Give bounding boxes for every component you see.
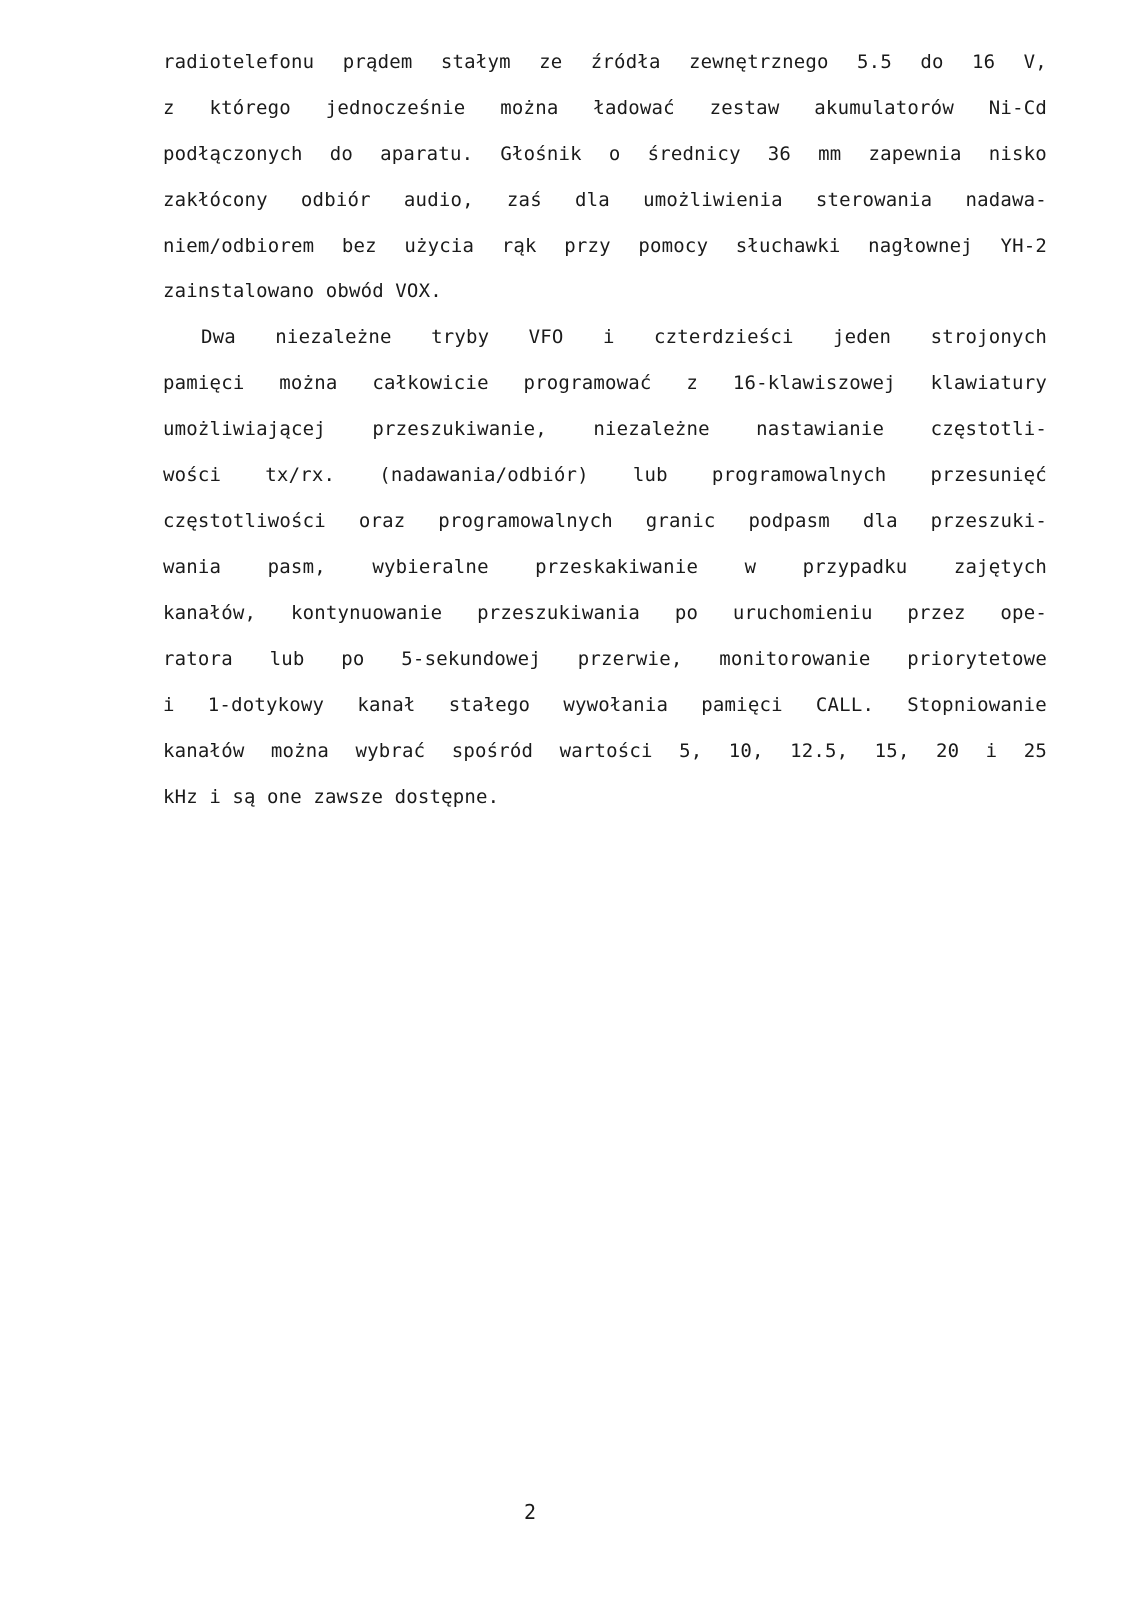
word: dla — [575, 189, 610, 211]
word: akumulatorów — [814, 97, 954, 119]
text-line — [163, 647, 1047, 671]
word: wywołania — [563, 694, 669, 716]
word: granic — [645, 510, 716, 532]
word: lub — [632, 464, 668, 486]
word: można — [270, 740, 330, 762]
word: 12.5, — [790, 740, 849, 762]
word: 16 — [972, 51, 996, 73]
word: 20 — [935, 740, 960, 762]
word: zainstalowano — [163, 280, 315, 302]
word: sterowania — [815, 189, 933, 211]
word: ope- — [1000, 602, 1047, 624]
text-line — [163, 785, 1047, 809]
text-line — [163, 601, 1047, 625]
word: lub — [269, 648, 305, 670]
word: ze — [539, 51, 563, 73]
word: one — [267, 786, 302, 808]
word: Głośnik — [500, 143, 582, 165]
word: zaś — [506, 189, 542, 211]
word: dla — [862, 510, 898, 532]
word: jednocześnie — [325, 97, 466, 119]
word: stałym — [440, 51, 511, 73]
word: Ni-Cd — [988, 97, 1047, 119]
word: Dwa — [201, 326, 236, 348]
word: tx/rx. — [265, 464, 336, 486]
word: mm — [818, 143, 842, 165]
word: można — [279, 372, 338, 394]
text-line — [201, 325, 1047, 349]
word: programowalnych — [438, 510, 613, 532]
word: i — [163, 694, 175, 716]
word: podłączonych — [163, 143, 303, 165]
word: Stopniowanie — [907, 694, 1047, 716]
word: niezależne — [275, 326, 392, 348]
word: z — [686, 372, 698, 394]
word: przeszukiwania — [477, 602, 641, 624]
word: przesunięć — [930, 464, 1047, 486]
word: zestaw — [709, 97, 780, 119]
text-line — [163, 371, 1047, 395]
word: zapewnia — [868, 143, 962, 165]
word: przypadku — [802, 556, 908, 578]
word: zewnętrznego — [689, 51, 829, 73]
page-number: 2 — [523, 1500, 537, 1524]
word: priorytetowe — [907, 648, 1047, 670]
word: i — [602, 326, 615, 348]
word: przeskakiwanie — [535, 556, 699, 578]
text-line — [163, 142, 1047, 166]
word: tryby — [431, 326, 490, 348]
word: o — [608, 143, 621, 165]
word: prądem — [342, 51, 413, 73]
word: pamięci — [163, 372, 245, 394]
word: 10, — [728, 740, 764, 762]
text-line — [163, 417, 1047, 441]
word: ładować — [593, 97, 675, 119]
word: przy — [564, 235, 611, 257]
word: audio, — [403, 189, 474, 211]
word: 1-dotykowy — [207, 694, 325, 716]
word: słuchawki — [735, 235, 841, 257]
word: pomocy — [638, 235, 709, 257]
word: po — [674, 602, 699, 624]
word: bez — [341, 235, 377, 257]
word: przeszukiwanie, — [372, 418, 547, 440]
word: którego — [209, 97, 291, 119]
word: 36 — [767, 143, 792, 165]
word: klawiatury — [930, 372, 1047, 394]
word: kontynuowanie — [290, 602, 443, 624]
word: programowalnych — [711, 464, 887, 486]
word: zajętych — [953, 556, 1047, 578]
word: VFO — [528, 326, 564, 348]
word: kanałów, — [163, 602, 257, 624]
word: wania — [163, 556, 222, 578]
text-line — [163, 555, 1047, 579]
word: ratora — [163, 648, 233, 670]
word: monitorowanie — [719, 648, 871, 670]
word: jeden — [833, 326, 892, 348]
word: wości — [163, 464, 222, 486]
word: przez — [907, 602, 966, 624]
word: pamięci — [701, 694, 783, 716]
word: VOX. — [395, 280, 442, 302]
word: stałego — [448, 694, 531, 716]
word: wybieralne — [372, 556, 489, 578]
word: częstotli- — [930, 418, 1047, 440]
word: do — [329, 143, 354, 165]
word: wartości — [559, 740, 653, 762]
word: nagłownej — [868, 235, 973, 257]
word: po — [341, 648, 365, 670]
word: źródła — [590, 51, 661, 73]
word: z — [163, 97, 175, 119]
word: w — [744, 556, 757, 578]
word: (nadawania/odbiór) — [379, 464, 589, 486]
word: niem/odbiorem — [163, 235, 315, 257]
word: 16-klawiszowej — [732, 372, 896, 394]
text-line — [163, 279, 1047, 303]
word: i — [985, 740, 998, 762]
word: oraz — [358, 510, 406, 532]
word: V, — [1023, 51, 1047, 73]
word: przerwie, — [577, 648, 683, 670]
word: strojonych — [930, 326, 1047, 348]
word: kanałów — [163, 740, 245, 762]
word: zakłócony — [163, 189, 268, 211]
word: średnicy — [647, 143, 741, 165]
text-line — [163, 693, 1047, 717]
word: częstotliwości — [163, 510, 326, 532]
word: YH-2 — [1000, 235, 1047, 257]
word: odbiór — [300, 189, 371, 211]
word: 15, — [874, 740, 910, 762]
word: CALL. — [815, 694, 875, 716]
word: można — [500, 97, 559, 119]
word: radiotelefonu — [163, 51, 315, 73]
text-line — [163, 509, 1047, 533]
word: aparatu. — [380, 143, 474, 165]
word: nisko — [988, 143, 1047, 165]
text-line — [163, 50, 1047, 74]
word: kanał — [357, 694, 416, 716]
word: przeszuki- — [930, 510, 1047, 532]
word: zawsze — [313, 786, 384, 808]
word: wybrać — [355, 740, 426, 762]
word: i — [209, 786, 221, 808]
word: 5, — [679, 740, 703, 762]
word: nadawa- — [965, 189, 1047, 211]
word: spośród — [451, 740, 534, 762]
text-line — [163, 234, 1047, 258]
word: programować — [523, 372, 652, 394]
word: kHz — [163, 786, 198, 808]
word: użycia — [404, 235, 475, 257]
word: uruchomieniu — [732, 602, 873, 624]
word: 5-sekundowej — [401, 648, 541, 670]
word: czterdzieści — [653, 326, 794, 348]
word: podpasm — [748, 510, 830, 532]
word: są — [232, 786, 256, 808]
word: 25 — [1023, 740, 1047, 762]
word: umożliwiającej — [163, 418, 326, 440]
word: nastawianie — [756, 418, 885, 440]
word: niezależne — [593, 418, 710, 440]
word: pasm, — [267, 556, 326, 578]
word: dostępne. — [394, 786, 500, 808]
word: do — [920, 51, 944, 73]
word: 5.5 — [857, 51, 892, 73]
text-line — [163, 188, 1047, 212]
word: umożliwienia — [643, 189, 783, 211]
text-line — [163, 463, 1047, 487]
text-line — [163, 96, 1047, 120]
word: rąk — [501, 235, 537, 257]
word: obwód — [325, 280, 384, 302]
word: całkowicie — [372, 372, 489, 394]
text-line — [163, 739, 1047, 763]
